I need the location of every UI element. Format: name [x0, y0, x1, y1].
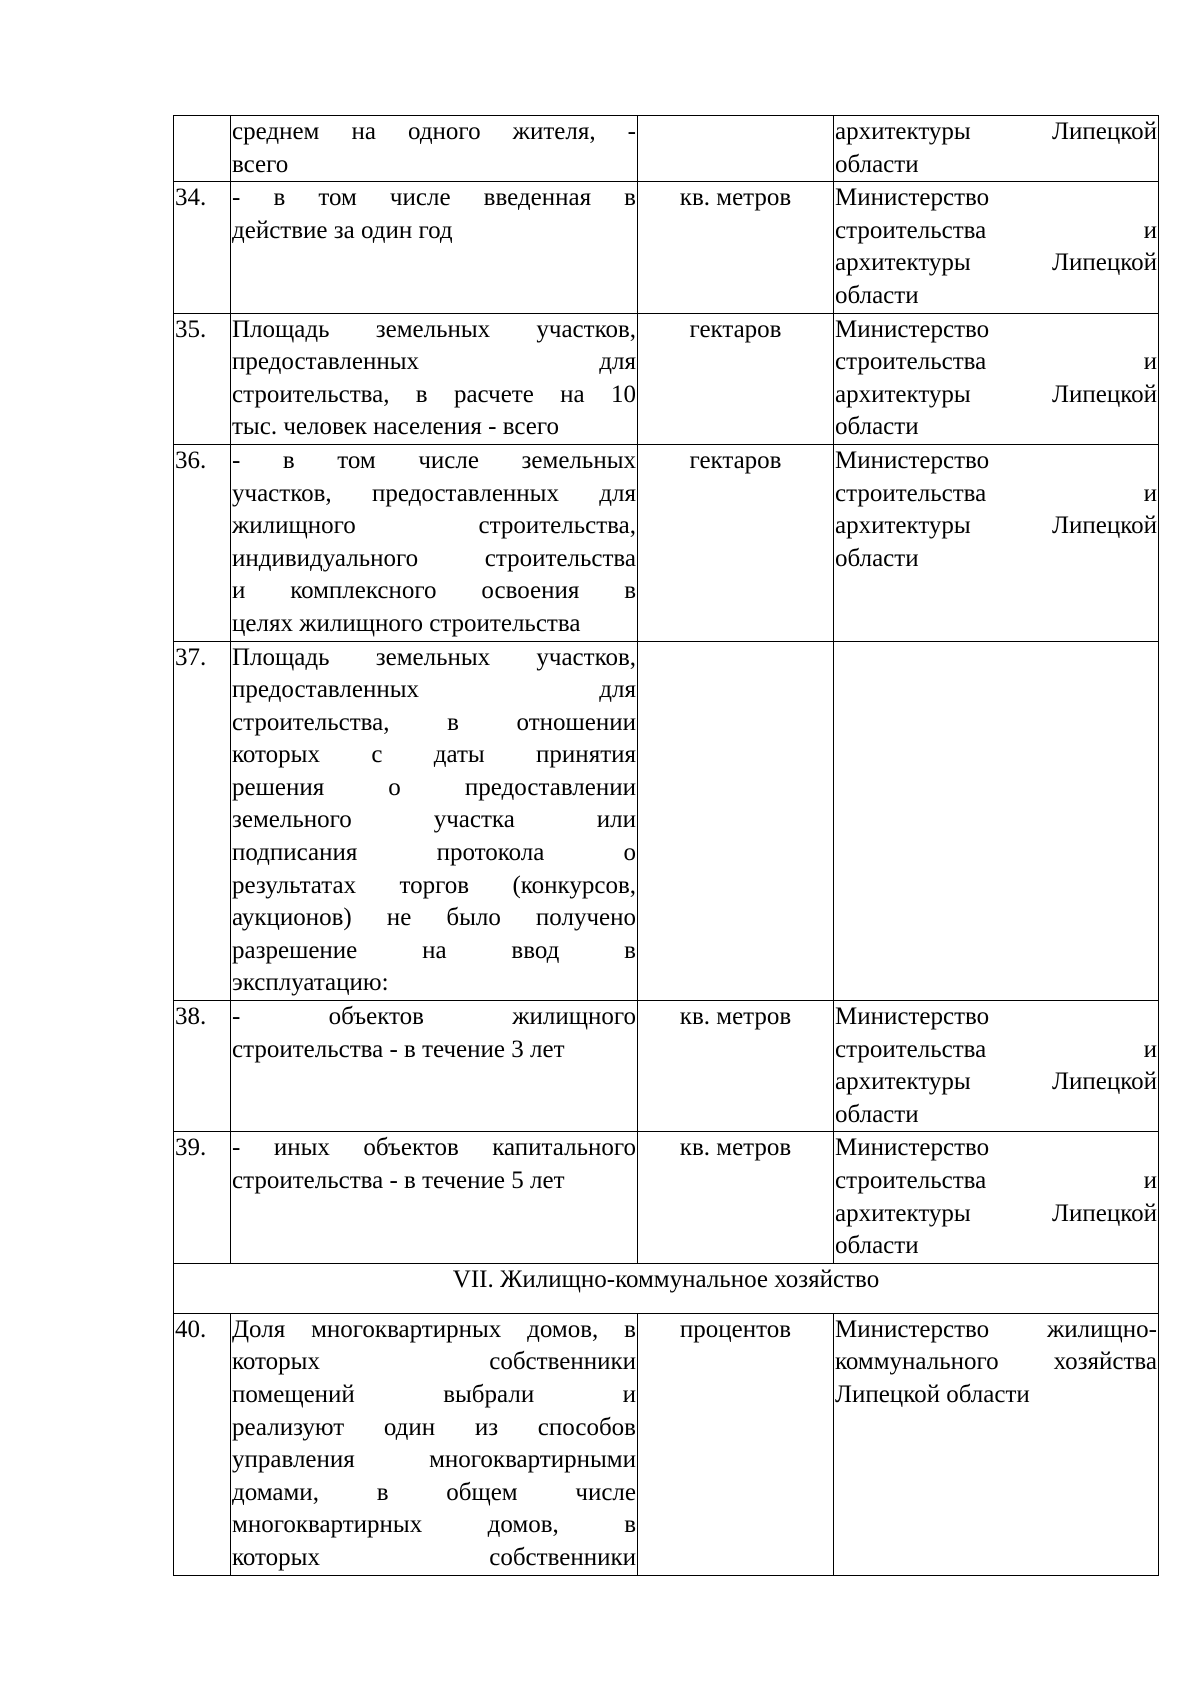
text-line: области — [835, 413, 919, 441]
text-line: которых с даты принятия — [232, 741, 636, 769]
text-line: целях жилищного строительства — [232, 609, 581, 637]
unit-of-measure: гектаров — [638, 444, 834, 641]
section-header-row — [174, 1263, 1159, 1313]
text-line: Министерство жилищно- — [835, 1315, 1157, 1343]
row-number: 40. — [174, 1313, 231, 1575]
text-line: строительства, в расчете на 10 — [232, 380, 636, 408]
text-line: предоставленных для — [232, 676, 636, 704]
text-line: архитектуры Липецкой — [835, 380, 1157, 408]
indicator-description — [231, 116, 638, 182]
indicators-table — [173, 115, 1159, 1576]
text-line: - в том числе введенная в — [232, 184, 636, 212]
table-row — [174, 116, 1159, 182]
text-line: участков, предоставленных для — [232, 479, 636, 507]
table-row — [174, 444, 1159, 641]
text-line: строительства и — [835, 1167, 1157, 1194]
text-line: строительства и — [835, 216, 1157, 244]
text-line: многоквартирных домов, в — [232, 1511, 636, 1539]
text-line: архитектуры Липецкой — [835, 1068, 1157, 1096]
text-line: коммунального хозяйства — [835, 1348, 1157, 1376]
text-line: управления многоквартирными — [232, 1446, 636, 1474]
unit-of-measure: кв. метров — [638, 182, 834, 313]
unit-of-measure — [638, 641, 834, 1001]
text-line: результатах торгов (конкурсов, — [232, 871, 636, 899]
text-line: эксплуатацию: — [232, 969, 389, 997]
indicator-description — [231, 1132, 638, 1263]
text-line: жилищного строительства, — [232, 512, 636, 540]
indicators-table-body — [174, 116, 1159, 1576]
text-line: строительства и — [835, 348, 1157, 376]
row-number: 35. — [174, 313, 231, 444]
text-line: строительства и — [835, 479, 1157, 507]
text-line: Площадь земельных участков, — [232, 643, 636, 671]
text-line: Площадь земельных участков, — [232, 315, 636, 343]
responsible-organization — [834, 313, 1159, 444]
indicator-description — [231, 1313, 638, 1575]
table-row — [174, 1313, 1159, 1575]
text-line: подписания протокола о — [232, 839, 636, 867]
text-line: Липецкой области — [835, 1380, 1030, 1408]
row-number: 37. — [174, 641, 231, 1001]
text-line: земельного участка или — [232, 806, 636, 834]
unit-of-measure: гектаров — [638, 313, 834, 444]
text-line: Министерство — [835, 315, 990, 343]
responsible-organization — [834, 1132, 1159, 1263]
table-row — [174, 1001, 1159, 1132]
text-line: которых собственники — [232, 1348, 636, 1376]
text-line: архитектуры Липецкой — [835, 118, 1157, 145]
text-line: которых собственники — [232, 1543, 636, 1571]
text-line: предоставленных для — [232, 348, 636, 376]
responsible-organization — [834, 641, 1159, 1001]
text-line: аукционов) не было получено — [232, 904, 636, 932]
text-line: архитектуры Липецкой — [835, 512, 1157, 540]
text-line: Министерство — [835, 1003, 990, 1031]
text-line: решения о предоставлении — [232, 773, 636, 801]
text-line: строительства, в отношении — [232, 708, 636, 736]
table-row — [174, 313, 1159, 444]
text-line: действие за один год — [232, 216, 453, 244]
text-line: Министерство — [835, 446, 990, 474]
unit-of-measure: процентов — [638, 1313, 834, 1575]
row-number: 39. — [174, 1132, 231, 1263]
text-line: - объектов жилищного — [232, 1003, 636, 1031]
responsible-organization — [834, 1001, 1159, 1132]
text-line: тыс. человек населения - всего — [232, 413, 560, 441]
text-line: Министерство — [835, 1134, 990, 1162]
indicator-description — [231, 313, 638, 444]
responsible-organization — [834, 116, 1159, 182]
text-line: индивидуального строительства — [232, 544, 636, 572]
text-line: всего — [232, 150, 289, 178]
text-line: области — [835, 1232, 919, 1260]
row-number: 36. — [174, 444, 231, 641]
text-line: Доля многоквартирных домов, в — [232, 1315, 636, 1343]
text-line: строительства - в течение 3 лет — [232, 1035, 565, 1063]
indicator-description — [231, 182, 638, 313]
indicator-description — [231, 1001, 638, 1132]
text-line: разрешение на ввод в — [232, 936, 636, 964]
table-row — [174, 641, 1159, 1001]
text-line: области — [835, 150, 919, 178]
text-line: - иных объектов капитального — [232, 1134, 636, 1162]
indicator-description — [231, 444, 638, 641]
responsible-organization — [834, 1313, 1159, 1575]
indicator-description — [231, 641, 638, 1001]
text-line: домами, в общем числе — [232, 1478, 636, 1506]
text-line: области — [835, 281, 919, 309]
text-line: архитектуры Липецкой — [835, 1199, 1157, 1227]
text-line: области — [835, 544, 919, 572]
row-number: 34. — [174, 182, 231, 313]
responsible-organization — [834, 444, 1159, 641]
text-line: реализуют один из способов — [232, 1413, 636, 1441]
responsible-organization — [834, 182, 1159, 313]
text-line: строительства - в течение 5 лет — [232, 1167, 565, 1194]
text-line: среднем на одного жителя, - — [232, 118, 636, 145]
text-line: помещений выбрали и — [232, 1380, 636, 1408]
section-title: VII. Жилищно-коммунальное хозяйство — [174, 1263, 1159, 1313]
text-line: строительства и — [835, 1035, 1157, 1063]
text-line: области — [835, 1100, 919, 1128]
text-line: архитектуры Липецкой — [835, 249, 1157, 277]
text-line: - в том числе земельных — [232, 446, 636, 474]
row-number — [174, 116, 231, 182]
row-number: 38. — [174, 1001, 231, 1132]
text-line: Министерство — [835, 184, 990, 212]
table-row — [174, 1132, 1159, 1263]
unit-of-measure: кв. метров — [638, 1001, 834, 1132]
table-row — [174, 182, 1159, 313]
text-line: и комплексного освоения в — [232, 577, 636, 605]
unit-of-measure: кв. метров — [638, 1132, 834, 1263]
unit-of-measure — [638, 116, 834, 182]
